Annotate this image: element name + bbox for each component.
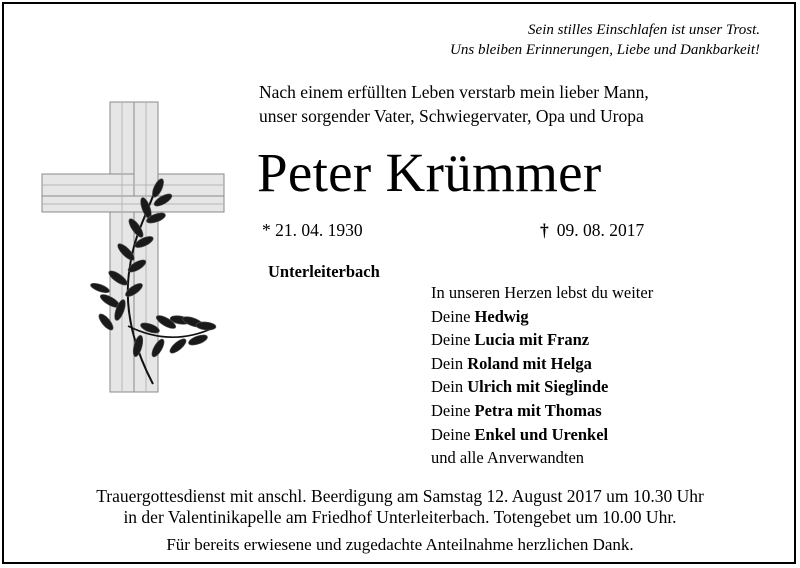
- family-member-names: Enkel und Urenkel: [474, 424, 609, 444]
- motto-line-2: Uns bleiben Erinnerungen, Liebe und Dankbarkeit!: [450, 42, 760, 58]
- death-date: 09. 08. 2017: [556, 220, 645, 240]
- birth-date: * 21. 04. 1930: [262, 220, 363, 240]
- family-member: [431, 423, 653, 447]
- family-list: [431, 281, 653, 470]
- family-member-prefix: Deine: [431, 424, 471, 444]
- family-closing: und alle Anverwandten: [431, 448, 585, 468]
- motto: [450, 20, 760, 60]
- dagger-icon: †: [540, 220, 549, 240]
- place-of-residence: Unterleiterbach: [268, 262, 380, 281]
- family-member-prefix: Dein: [431, 353, 464, 373]
- service-line-1: Trauergottesdienst mit anschl. Beerdigung am Samstag 12. August 2017 um 10.30 Uhr: [96, 486, 704, 506]
- family-member: [431, 375, 653, 399]
- family-member-names: Hedwig: [474, 306, 529, 326]
- family-heading: In unseren Herzen lebst du weiter: [431, 283, 654, 302]
- thanks-note: Für bereits erwiesene und zugedachte Anteilnahme herzlichen Dank.: [166, 535, 634, 554]
- family-member-prefix: Deine: [431, 400, 471, 420]
- intro-text: [259, 80, 649, 128]
- family-member: [431, 399, 653, 423]
- family-member: [431, 352, 653, 376]
- motto-line-1: Sein stilles Einschlafen ist unser Trost.: [528, 22, 760, 38]
- funeral-service-info: [0, 486, 800, 528]
- intro-line-1: Nach einem erfüllten Leben verstarb mein lieber Mann,: [259, 82, 649, 102]
- family-member-prefix: Deine: [431, 330, 471, 350]
- family-member: [431, 305, 653, 329]
- family-member-names: Petra mit Thomas: [474, 400, 602, 420]
- intro-line-2: unser sorgender Vater, Schwiegervater, Opa und Uropa: [259, 106, 644, 126]
- death-date-group: [540, 220, 644, 241]
- family-member-prefix: Dein: [431, 377, 464, 397]
- family-member: [431, 328, 653, 352]
- family-member-names: Ulrich mit Sieglinde: [467, 377, 609, 397]
- family-member-prefix: Deine: [431, 306, 471, 326]
- cross-with-olive-branch-icon: [38, 96, 238, 396]
- service-line-2: in der Valentinikapelle am Friedhof Unterleiterbach. Totengebet um 10.00 Uhr.: [123, 507, 677, 527]
- family-member-names: Lucia mit Franz: [474, 330, 590, 350]
- family-member-names: Roland mit Helga: [467, 353, 592, 373]
- deceased-name: Peter Krümmer: [257, 142, 602, 203]
